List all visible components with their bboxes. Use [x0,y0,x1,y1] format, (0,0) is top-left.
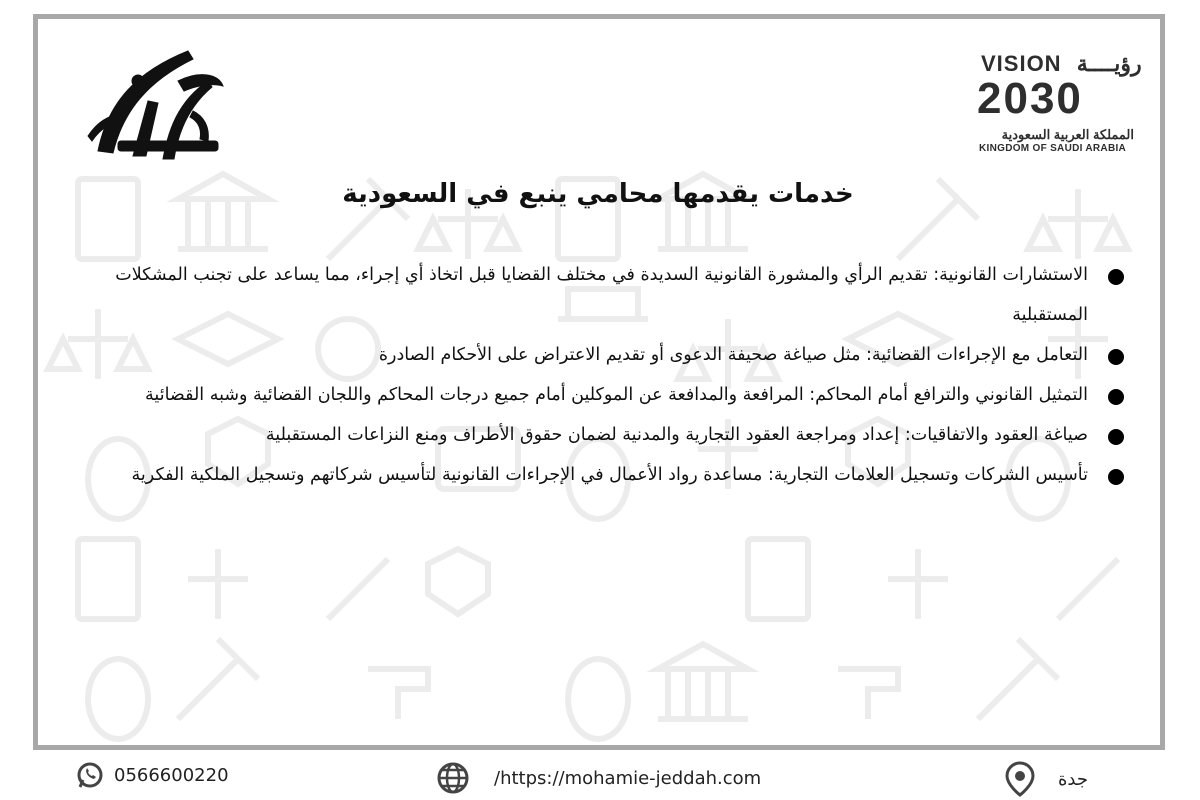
contact-footer [0,755,1200,800]
bullet-icon [1108,349,1124,365]
service-item [96,335,1136,375]
bullet-icon [1108,429,1124,445]
phone-number: 0566600220 [114,764,229,786]
page-title: خدمات يقدمها محامي ينبع في السعودية [342,179,854,209]
service-item [96,415,1136,455]
website-url: /https://mohamie-jeddah.com [494,767,762,789]
footer-phone[interactable] [76,761,229,789]
whatsapp-icon [76,761,104,789]
vision-latin-text: VISION [981,51,1062,76]
vision-kingdom-english: KINGDOM OF SAUDI ARABIA [979,143,1127,154]
bullet-icon [1108,269,1124,285]
globe-icon [436,761,470,795]
service-text: تأسيس الشركات وتسجيل العلامات التجارية: مساعدة رواد الأعمال في الإجراءات القانونية لتأسيس شركاتهم وتسجيل الملكية الفكرية [131,465,1088,485]
vision-year: 2030 [977,74,1083,123]
service-text: صياغة العقود والاتفاقيات: إعداد ومراجعة العقود التجارية والمدنية لضمان حقوق الأطراف ومنع النزاعات المستقبلية [265,425,1088,445]
vision-kingdom-arabic: المملكة العربية السعودية [1001,127,1134,142]
map-pin-icon [1004,761,1036,797]
vision-2030-logo [971,47,1146,157]
vision-arabic-word: رؤيــــة [1076,51,1142,76]
service-text: التعامل مع الإجراءات القضائية: مثل صياغة صحيفة الدعوى أو تقديم الاعتراض على الأحكام الصادرة [378,345,1088,365]
footer-website[interactable] [436,761,761,795]
content-card [33,14,1165,750]
calligraphy-logo-icon [78,41,228,161]
bullet-icon [1108,469,1124,485]
service-item [96,255,1136,335]
service-item [96,375,1136,415]
service-item [96,455,1136,495]
bullet-icon [1108,389,1124,405]
location-text: جدة [1058,768,1089,790]
service-text: الاستشارات القانونية: تقديم الرأي والمشورة القانونية السديدة في مختلف القضايا قبل اتخاذ أي إجراء، مما يساعد على تجنب المشكلات المستقبلية [115,265,1088,325]
service-text: التمثيل القانوني والترافع أمام المحاكم: المرافعة والمدافعة عن الموكلين أمام جميع درجات المحاكم واللجان القضائية وشبه القضائية [145,385,1088,405]
services-list [96,255,1136,495]
footer-location[interactable] [1004,761,1088,797]
